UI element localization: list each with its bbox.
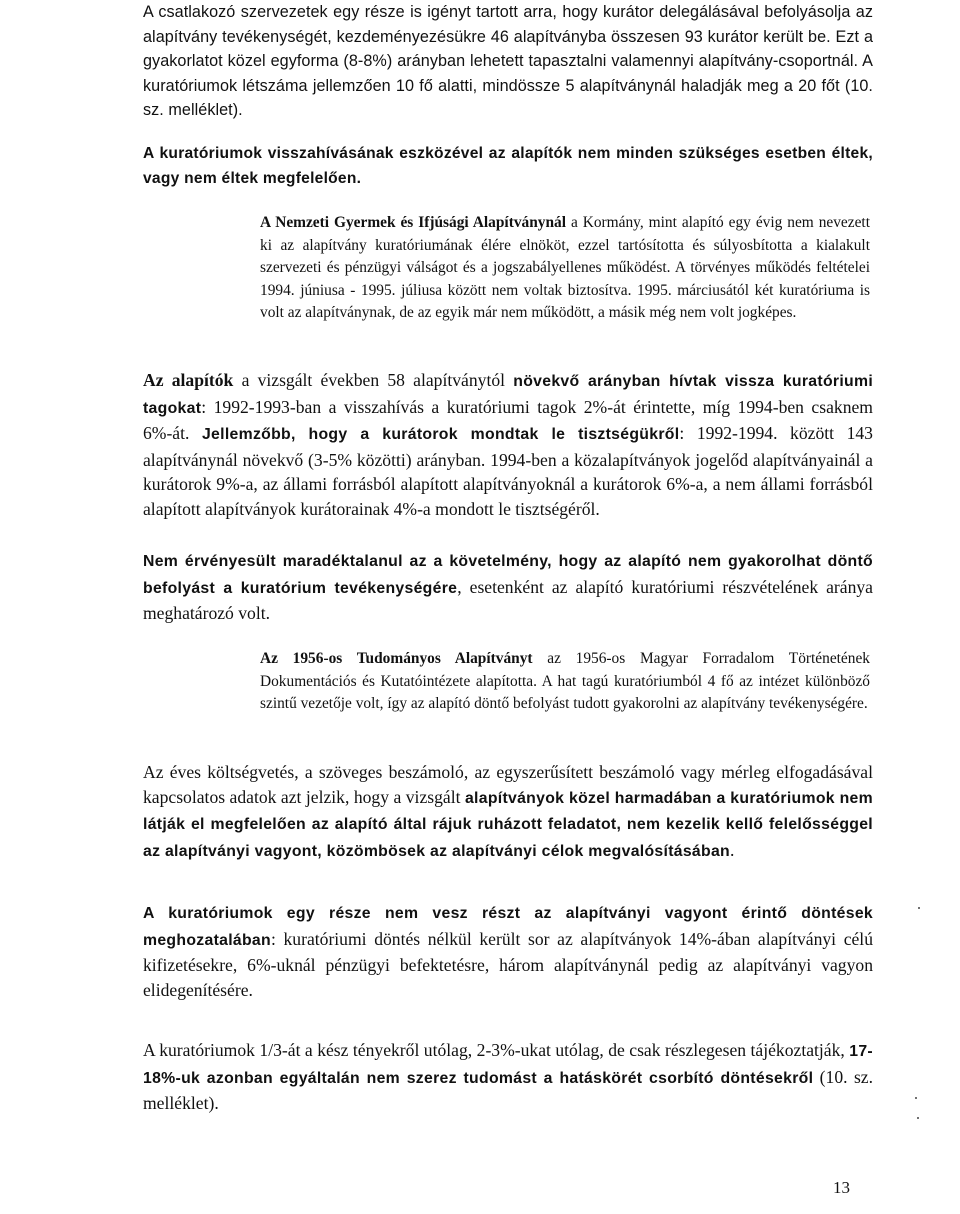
paragraph-recall-heading: A kuratóriumok visszahívásának eszközével az alapítók nem minden szükséges esetben éltek, vagy nem éltek megfelelően.	[143, 145, 873, 187]
text-run: : kuratóriumi döntés nélkül került sor az alapítványok 14%-ában alapítványi célú kifizetésekre, 6%-uknál pénzügyi befektetésre, három alapítványnál pedig az alapítványi vagyon elidegenítésére.	[143, 928, 873, 1000]
bold-phrase: alapítványok közel harmadában a kuratóriumok nem látják el megfelelően az alapító által rájuk ruházott feladatot, nem kezelik kellő felelősséggel az alapítványi vagyont, közömbösek az alapítványi célok megvalósításában	[143, 789, 873, 860]
scan-speck	[918, 907, 920, 909]
paragraph-example-1956	[260, 648, 870, 716]
bold-phrase: Nem érvényesült maradéktalanul az a követelmény, hogy az alapító nem gyakorolhat döntő befolyást a kuratórium tevékenységére	[143, 553, 873, 597]
page-number: 13	[833, 1178, 850, 1197]
bold-phrase: Jellemzőbb, hogy a kurátorok mondtak le tisztségükről	[201, 426, 680, 443]
text-run: A kuratóriumok 1/3-át a kész tényekről utólag, 2-3%-ukat utólag, de csak részlegesen tájékoztatják,	[143, 1040, 850, 1060]
scan-speck	[917, 1117, 919, 1119]
text-run: Az éves költségvetés, a szöveges beszámoló, az egyszerűsített beszámoló vagy mérleg elfogadásával kapcsolatos adatok azt jelzik, hogy a vizsgált	[143, 762, 873, 807]
bold-phrase: Az 1956-os Tudományos Alapítványt	[260, 650, 533, 667]
paragraph-delegation: A csatlakozó szervezetek egy része is igényt tartott arra, hogy kurátor delegálásával befolyásolja az alapítvány tevékenységét, kezdeményezésükre 46 alapítványba összesen 93 kurátor került be. Ezt a gyakorlatot közel egyforma (8-8%) arányban lehetett tapasztalni valamennyi alapítvány-csoportnál. A kuratóriumok létszáma jellemzően 10 fő alatti, mindössze 5 alapítványnál haladják meg a 20 főt (10. sz. melléklet).	[143, 3, 873, 119]
paragraph-information	[143, 1038, 873, 1116]
text-run: a vizsgált években 58 alapítványtól	[233, 370, 514, 390]
paragraph-recall-stats	[143, 368, 873, 521]
text-run: : 1992-1993-ban a visszahívás a kuratóriumi tagok 2%-át érintette, míg 1994-ben csaknem 6%-át.	[143, 396, 873, 443]
scan-speck	[915, 1097, 917, 1099]
text-run: (10. sz. melléklet).	[143, 1066, 873, 1113]
text-run: , esetenként az alapító kuratóriumi részvételének aránya meghatározó volt.	[143, 576, 873, 623]
paragraph-founder-influence	[143, 548, 873, 626]
paragraph-asset-decisions	[143, 900, 873, 1002]
paragraph-budget-data	[143, 760, 873, 864]
bold-phrase: A Nemzeti Gyermek és Ifjúsági Alapítványnál	[260, 214, 567, 231]
text-run: a Kormány, mint alapító egy évig nem nevezett ki az alapítvány kuratóriumának élére elnököt, ezzel tartósította és súlyosbította a kialakult szervezeti és pénzügyi válságot és a jogszabályellenes működést. A törvényes működés feltételei 1994. júniusa - 1995. júliusa között nem voltak biztosítva. 1995. márciusától két kuratóriuma is volt az alapítványnak, de az egyik már nem működött, a másik még nem volt jogképes.	[260, 214, 870, 322]
text-run: az 1956-os Magyar Forradalom Történetének Dokumentációs és Kutatóintézete alapította. A hat tagú kuratóriumból 4 fő az intézet különböző szintű vezetője volt, így az alapító döntő befolyást tudott gyakorolni az alapítvány tevékenységére.	[260, 650, 870, 713]
paragraph-example-nemzeti	[260, 212, 870, 325]
bold-phrase: Az alapítók	[143, 370, 234, 390]
bold-phrase: növekvő arányban hívtak vissza kuratóriumi tagokat	[143, 373, 874, 417]
text-run: : 1992-1994. között 143 alapítványnál növekvő (3-5% közötti) arányban. 1994-ben a közalapítványok jogelőd alapítványainál a kurátorok 9%-a, az állami forrásból alapított alapítványoknál a kurátorok 6%-a, a nem állami forrásból alapított alapítványok kurátorainak 4%-a mondott le tisztségéről.	[143, 423, 873, 519]
bold-phrase: A kuratóriumok egy része nem vesz részt az alapítványi vagyont érintő döntések meghozatalában	[143, 905, 873, 949]
bold-phrase: 17-18%-uk azonban egyáltalán nem szerez tudomást a hatáskörét csorbító döntésekről	[143, 1043, 873, 1087]
text-run: .	[730, 839, 735, 860]
